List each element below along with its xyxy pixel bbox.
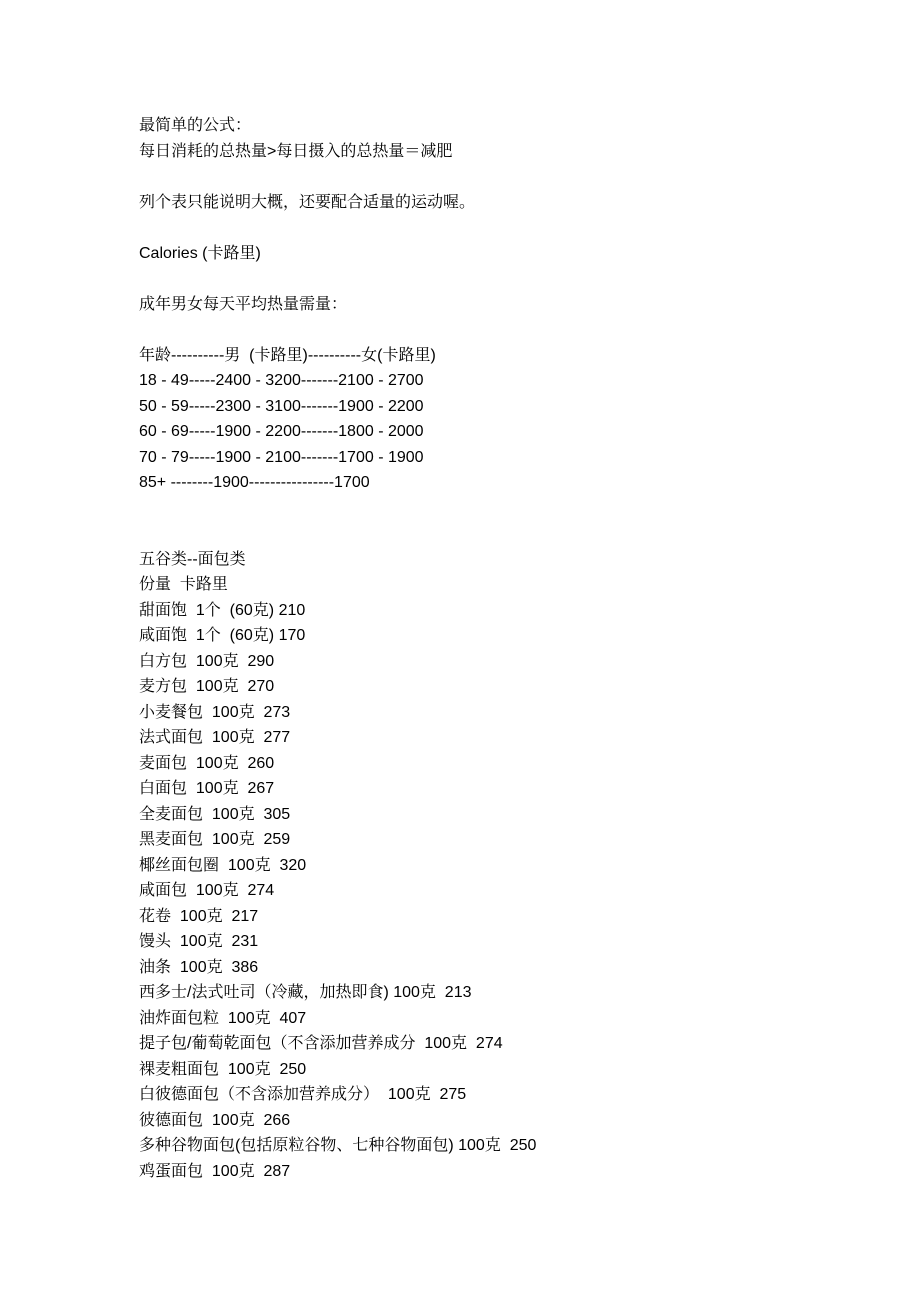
text-line: 花卷 100克 217 — [139, 907, 259, 925]
text-line: 成年男女每天平均热量需量： — [139, 295, 348, 313]
text-line: 裸麦粗面包 100克 250 — [139, 1060, 307, 1078]
text-line: 每日消耗的总热量>每日摄入的总热量＝减肥 — [139, 142, 453, 160]
text-line: 西多士/法式吐司（冷藏，加热即食) 100克 213 — [139, 984, 472, 1001]
blank-line — [139, 266, 536, 292]
text-line: 白面包 100克 267 — [139, 780, 275, 797]
text-line: 70 - 79-----1900 - 2100-------1700 - 1900 — [139, 448, 424, 466]
text-line: 馒头 100克 231 — [139, 933, 259, 950]
text-line: 油炸面包粒 100克 407 — [139, 1009, 307, 1027]
text-line: 多种谷物面包(包括原粒谷物、七种谷物面包) 100克 250 — [139, 1137, 537, 1154]
text-line: 份量 卡路里 — [139, 576, 228, 593]
text-line: 黑麦面包 100克 259 — [139, 831, 291, 848]
text-line: 小麦餐包 100克 273 — [139, 703, 291, 721]
text-line: 鸡蛋面包 100克 287 — [139, 1162, 291, 1180]
blank-line — [139, 521, 536, 547]
text-line: 85+ --------1900----------------1700 — [139, 474, 370, 491]
blank-line — [139, 164, 536, 190]
text-line: 50 - 59-----2300 - 3100-------1900 - 2200 — [139, 397, 424, 415]
text-line: 60 - 69-----1900 - 2200-------1800 - 2000 — [139, 423, 424, 440]
text-line: 全麦面包 100克 305 — [139, 805, 291, 823]
text-line: 咸面饱 1个 (60克) 170 — [139, 627, 306, 644]
text-line: 麦面包 100克 260 — [139, 754, 275, 772]
blank-line — [139, 215, 536, 241]
text-line: 年龄----------男 (卡路里)----------女(卡路里) — [139, 346, 436, 364]
text-line: 彼德面包 100克 266 — [139, 1111, 291, 1129]
text-line: 白方包 100克 290 — [139, 652, 275, 670]
text-line: 白彼德面包（不含添加营养成分） 100克 275 — [139, 1086, 467, 1103]
text-line: 法式面包 100克 277 — [139, 729, 291, 746]
text-line: 甜面饱 1个 (60克) 210 — [139, 601, 306, 619]
document-body — [139, 113, 536, 1184]
text-line: 麦方包 100克 270 — [139, 678, 275, 695]
text-line: 提子包/葡萄乾面包（不含添加营养成分 100克 274 — [139, 1035, 503, 1052]
text-line: 油条 100克 386 — [139, 958, 259, 976]
text-line: 列个表只能说明大概，还要配合适量的运动喔。 — [139, 193, 476, 211]
text-line: Calories (卡路里) — [139, 244, 261, 262]
text-line: 咸面包 100克 274 — [139, 882, 275, 899]
text-line: 五谷类--面包类 — [139, 550, 246, 568]
blank-line — [139, 317, 536, 343]
blank-line — [139, 496, 536, 522]
text-line: 椰丝面包圈 100克 320 — [139, 856, 307, 874]
text-line: 最简单的公式： — [139, 117, 252, 134]
text-line: 18 - 49-----2400 - 3200-------2100 - 2700 — [139, 372, 424, 389]
